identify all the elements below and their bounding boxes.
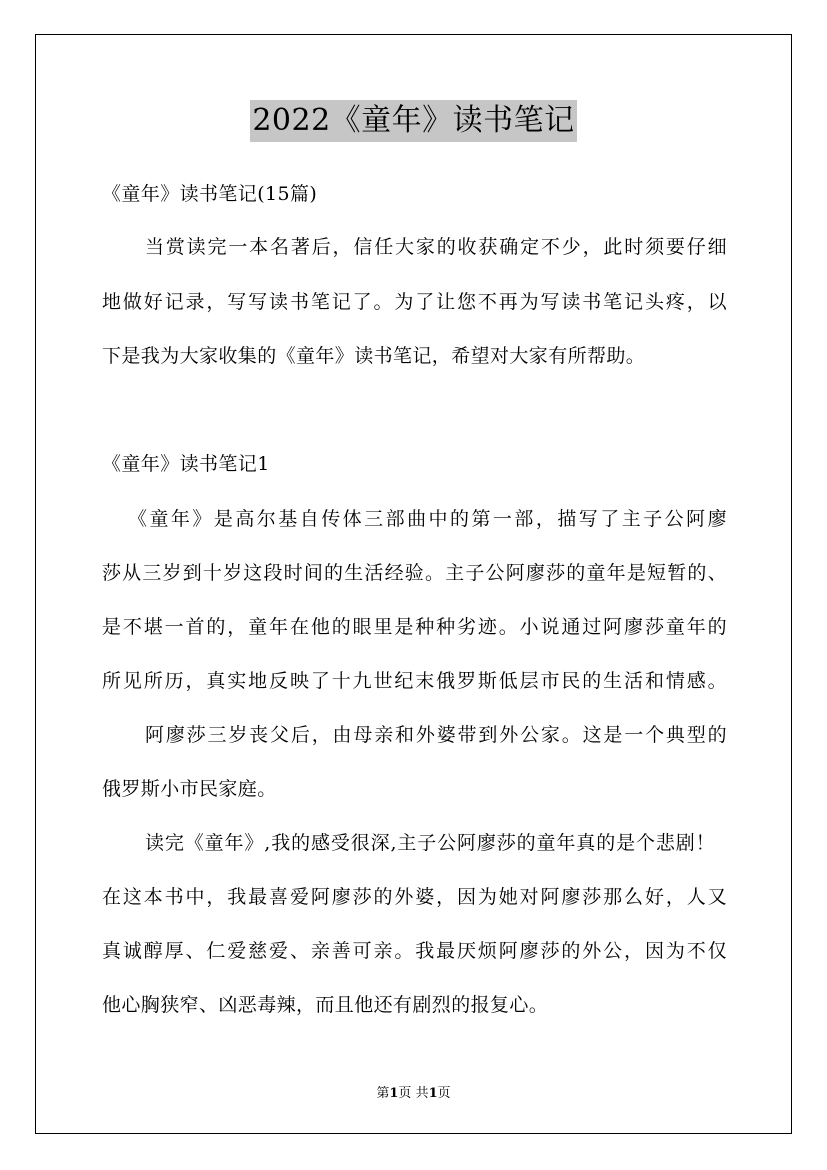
subtitle-line: 《童年》读书笔记(15篇) <box>102 183 318 205</box>
document-title: 2022《童年》读书笔记 <box>250 100 576 142</box>
footer-current-page: 1 <box>389 1086 399 1101</box>
paragraph-line: 《童年》是高尔基自传体三部曲中的第一部，描写了主子公阿廖 <box>128 508 727 530</box>
paragraph-line: 所见所历，真实地反映了十九世纪末俄罗斯低层市民的生活和情感。 <box>102 670 727 692</box>
paragraph-line: 地做好记录，写写读书笔记了。为了让您不再为写读书笔记头疼，以 <box>102 291 727 313</box>
footer-total-pages: 1 <box>428 1086 438 1101</box>
paragraph-line: 下是我为大家收集的《童年》读书笔记，希望对大家有所帮助。 <box>102 345 646 367</box>
paragraph-line: 读完《童年》,我的感受很深,主子公阿廖莎的童年真的是个悲剧！ <box>145 832 715 854</box>
paragraph-line: 阿廖莎三岁丧父后，由母亲和外婆带到外公家。这是一个典型的 <box>145 724 727 746</box>
paragraph-line: 是不堪一首的，童年在他的眼里是种种劣迹。小说通过阿廖莎童年的 <box>102 616 727 638</box>
page-footer <box>0 1082 827 1101</box>
section-heading: 《童年》读书笔记1 <box>102 453 270 475</box>
paragraph-line: 他心胸狭窄、凶恶毒辣，而且他还有剧烈的报复心。 <box>102 994 549 1016</box>
footer-mid: 页 共 <box>398 1086 429 1101</box>
paragraph-line: 俄罗斯小市民家庭。 <box>102 778 277 800</box>
paragraph-line: 在这本书中，我最喜爱阿廖莎的外婆，因为她对阿廖莎那么好，人又 <box>102 886 727 908</box>
footer-prefix: 第 <box>376 1086 390 1101</box>
paragraph-line: 真诚醇厚、仁爱慈爱、亲善可亲。我最厌烦阿廖莎的外公，因为不仅 <box>102 940 727 962</box>
paragraph-line: 当赏读完一本名著后，信任大家的收获确定不少，此时须要仔细 <box>145 236 727 258</box>
paragraph-line: 莎从三岁到十岁这段时间的生活经验。主子公阿廖莎的童年是短暂的、 <box>102 562 727 584</box>
title-container <box>0 100 827 142</box>
footer-suffix: 页 <box>437 1086 451 1101</box>
